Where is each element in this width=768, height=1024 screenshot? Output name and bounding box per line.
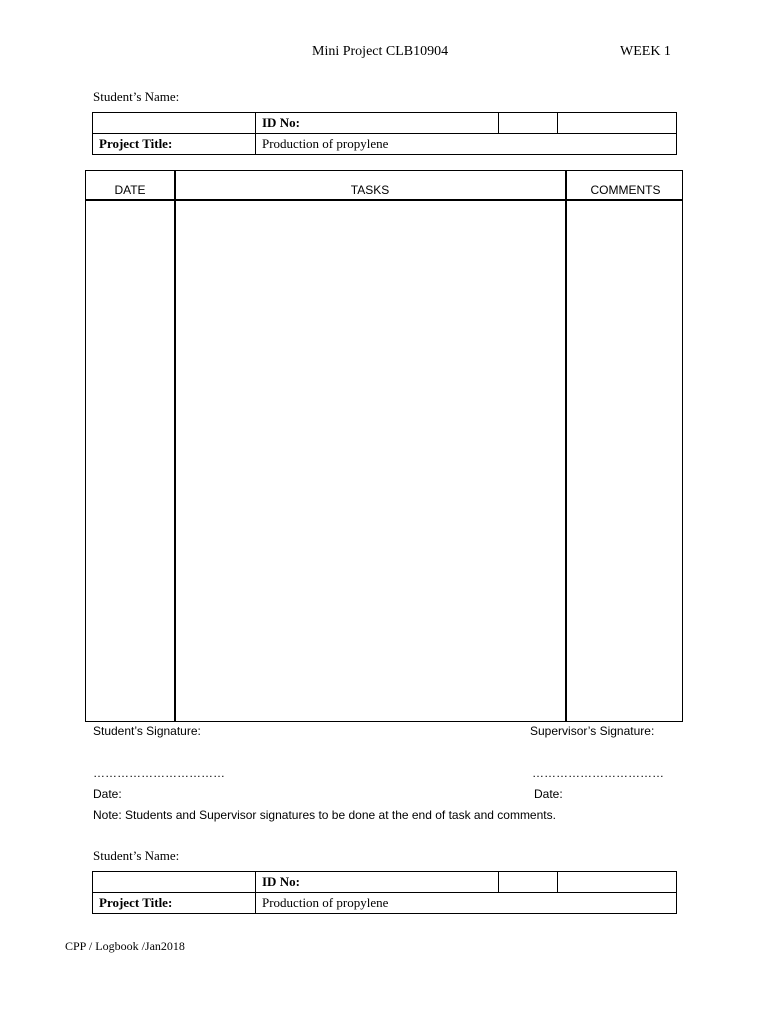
- date-column-header: DATE: [114, 183, 146, 197]
- comments-column-header: COMMENTS: [590, 183, 661, 197]
- id-value-cell-2b[interactable]: [558, 872, 677, 893]
- week-label: WEEK 1: [620, 44, 671, 59]
- id-value-cell-1[interactable]: [499, 113, 558, 134]
- tasks-entry-area[interactable]: [176, 201, 565, 721]
- id-label-cell-2: ID No:: [256, 872, 499, 893]
- signature-note: Note: Students and Supervisor signatures to be done at the end of task and comments.: [93, 808, 556, 822]
- supervisor-date-label: Date:: [534, 787, 563, 801]
- student-date-label: Date:: [93, 787, 122, 801]
- document-title: Mini Project CLB10904: [312, 44, 449, 59]
- supervisor-signature-label: Supervisor’s Signature:: [530, 724, 655, 738]
- footer-text: CPP / Logbook /Jan2018: [65, 939, 185, 953]
- name-cell[interactable]: [93, 113, 256, 134]
- id-value-cell-2a[interactable]: [499, 872, 558, 893]
- students-name-label-2: Student’s Name:: [93, 848, 180, 863]
- project-title-label: Project Title:: [93, 134, 256, 155]
- name-cell-2[interactable]: [93, 872, 256, 893]
- students-name-label: Student’s Name:: [93, 89, 180, 104]
- comments-entry-area[interactable]: [567, 201, 682, 721]
- date-entry-area[interactable]: [86, 201, 174, 721]
- tasks-column-header: TASKS: [350, 183, 390, 197]
- log-table: [85, 170, 683, 722]
- supervisor-signature-line[interactable]: ……………………………: [532, 766, 664, 780]
- student-signature-line[interactable]: ……………………………: [93, 766, 225, 780]
- project-title-label-2: Project Title:: [93, 893, 256, 914]
- project-title-value-2[interactable]: Production of propylene: [256, 893, 677, 914]
- id-label-cell: ID No:: [256, 113, 499, 134]
- student-info-table-2: [92, 871, 677, 914]
- student-signature-label: Student’s Signature:: [93, 724, 201, 738]
- id-value-cell-2[interactable]: [558, 113, 677, 134]
- student-info-table: [92, 112, 677, 155]
- project-title-value[interactable]: Production of propylene: [256, 134, 677, 155]
